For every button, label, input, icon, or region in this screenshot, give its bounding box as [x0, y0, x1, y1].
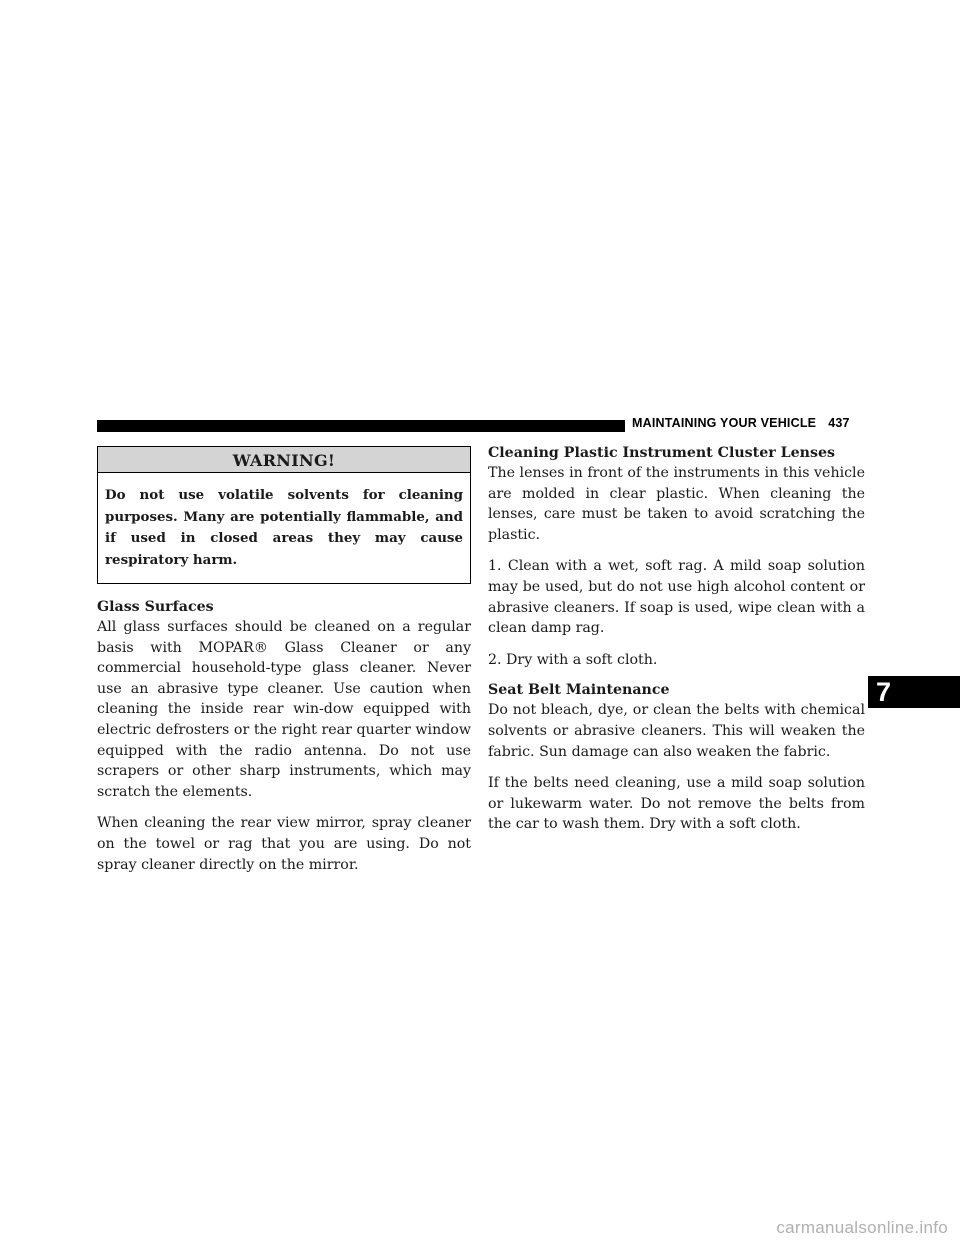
- left-column: [97, 446, 471, 875]
- lenses-step-1: 1. Clean with a wet, soft rag. A mild soap solution may be used, but do not use high alcohol content or abrasive cleaners. If soap is used, wipe clean with a clean damp rag.: [488, 558, 865, 637]
- watermark: carmanualsonline.info: [776, 1218, 948, 1237]
- glass-surfaces-paragraph-1: All glass surfaces should be cleaned on a regular basis with MOPAR® Glass Cleaner or any commercial household-type glass cleaner. Never use an abrasive type cleaner. Use caution when cleaning the inside rear win-dow equipped with electric defrosters or the right rear quarter window equipped with the radio antenna. Do not use scrapers or other sharp instruments, which may scratch the elements.: [97, 619, 471, 800]
- seat-belt-heading: Seat Belt Maintenance: [488, 682, 670, 699]
- chapter-number: 7: [876, 677, 892, 707]
- glass-surfaces-paragraph-2: When cleaning the rear view mirror, spray cleaner on the towel or rag that you are using. Do not spray cleaner directly on the mirror.: [97, 815, 471, 873]
- section-title: MAINTAINING YOUR VEHICLE: [632, 416, 817, 430]
- lenses-heading: Cleaning Plastic Instrument Cluster Lenses: [488, 445, 835, 461]
- header-rule: [97, 420, 625, 432]
- lenses-paragraph: The lenses in front of the instruments in this vehicle are molded in clear plastic. When cleaning the lenses, care must be taken to avoid scratching the plastic.: [488, 465, 865, 543]
- warning-title: WARNING!: [98, 447, 470, 473]
- right-column: [488, 444, 865, 835]
- running-header: [632, 416, 850, 430]
- glass-surfaces-heading: Glass Surfaces: [97, 599, 214, 615]
- warning-text: Do not use volatile solvents for cleaning purposes. Many are potentially flammable, and if used in closed areas they may cause respiratory harm.: [105, 487, 463, 568]
- lenses-step-2: 2. Dry with a soft cloth.: [488, 651, 658, 668]
- seat-belt-paragraph-2: If the belts need cleaning, use a mild soap solution or lukewarm water. Do not remove the belts from the car to wash them. Dry with a soft cloth.: [488, 775, 865, 833]
- page-number: 437: [828, 416, 850, 430]
- warning-box: [97, 446, 471, 584]
- chapter-tab: [868, 676, 960, 708]
- seat-belt-paragraph-1: Do not bleach, dye, or clean the belts with chemical solvents or abrasive cleaners. This will weaken the fabric. Sun damage can also weaken the fabric.: [488, 702, 865, 760]
